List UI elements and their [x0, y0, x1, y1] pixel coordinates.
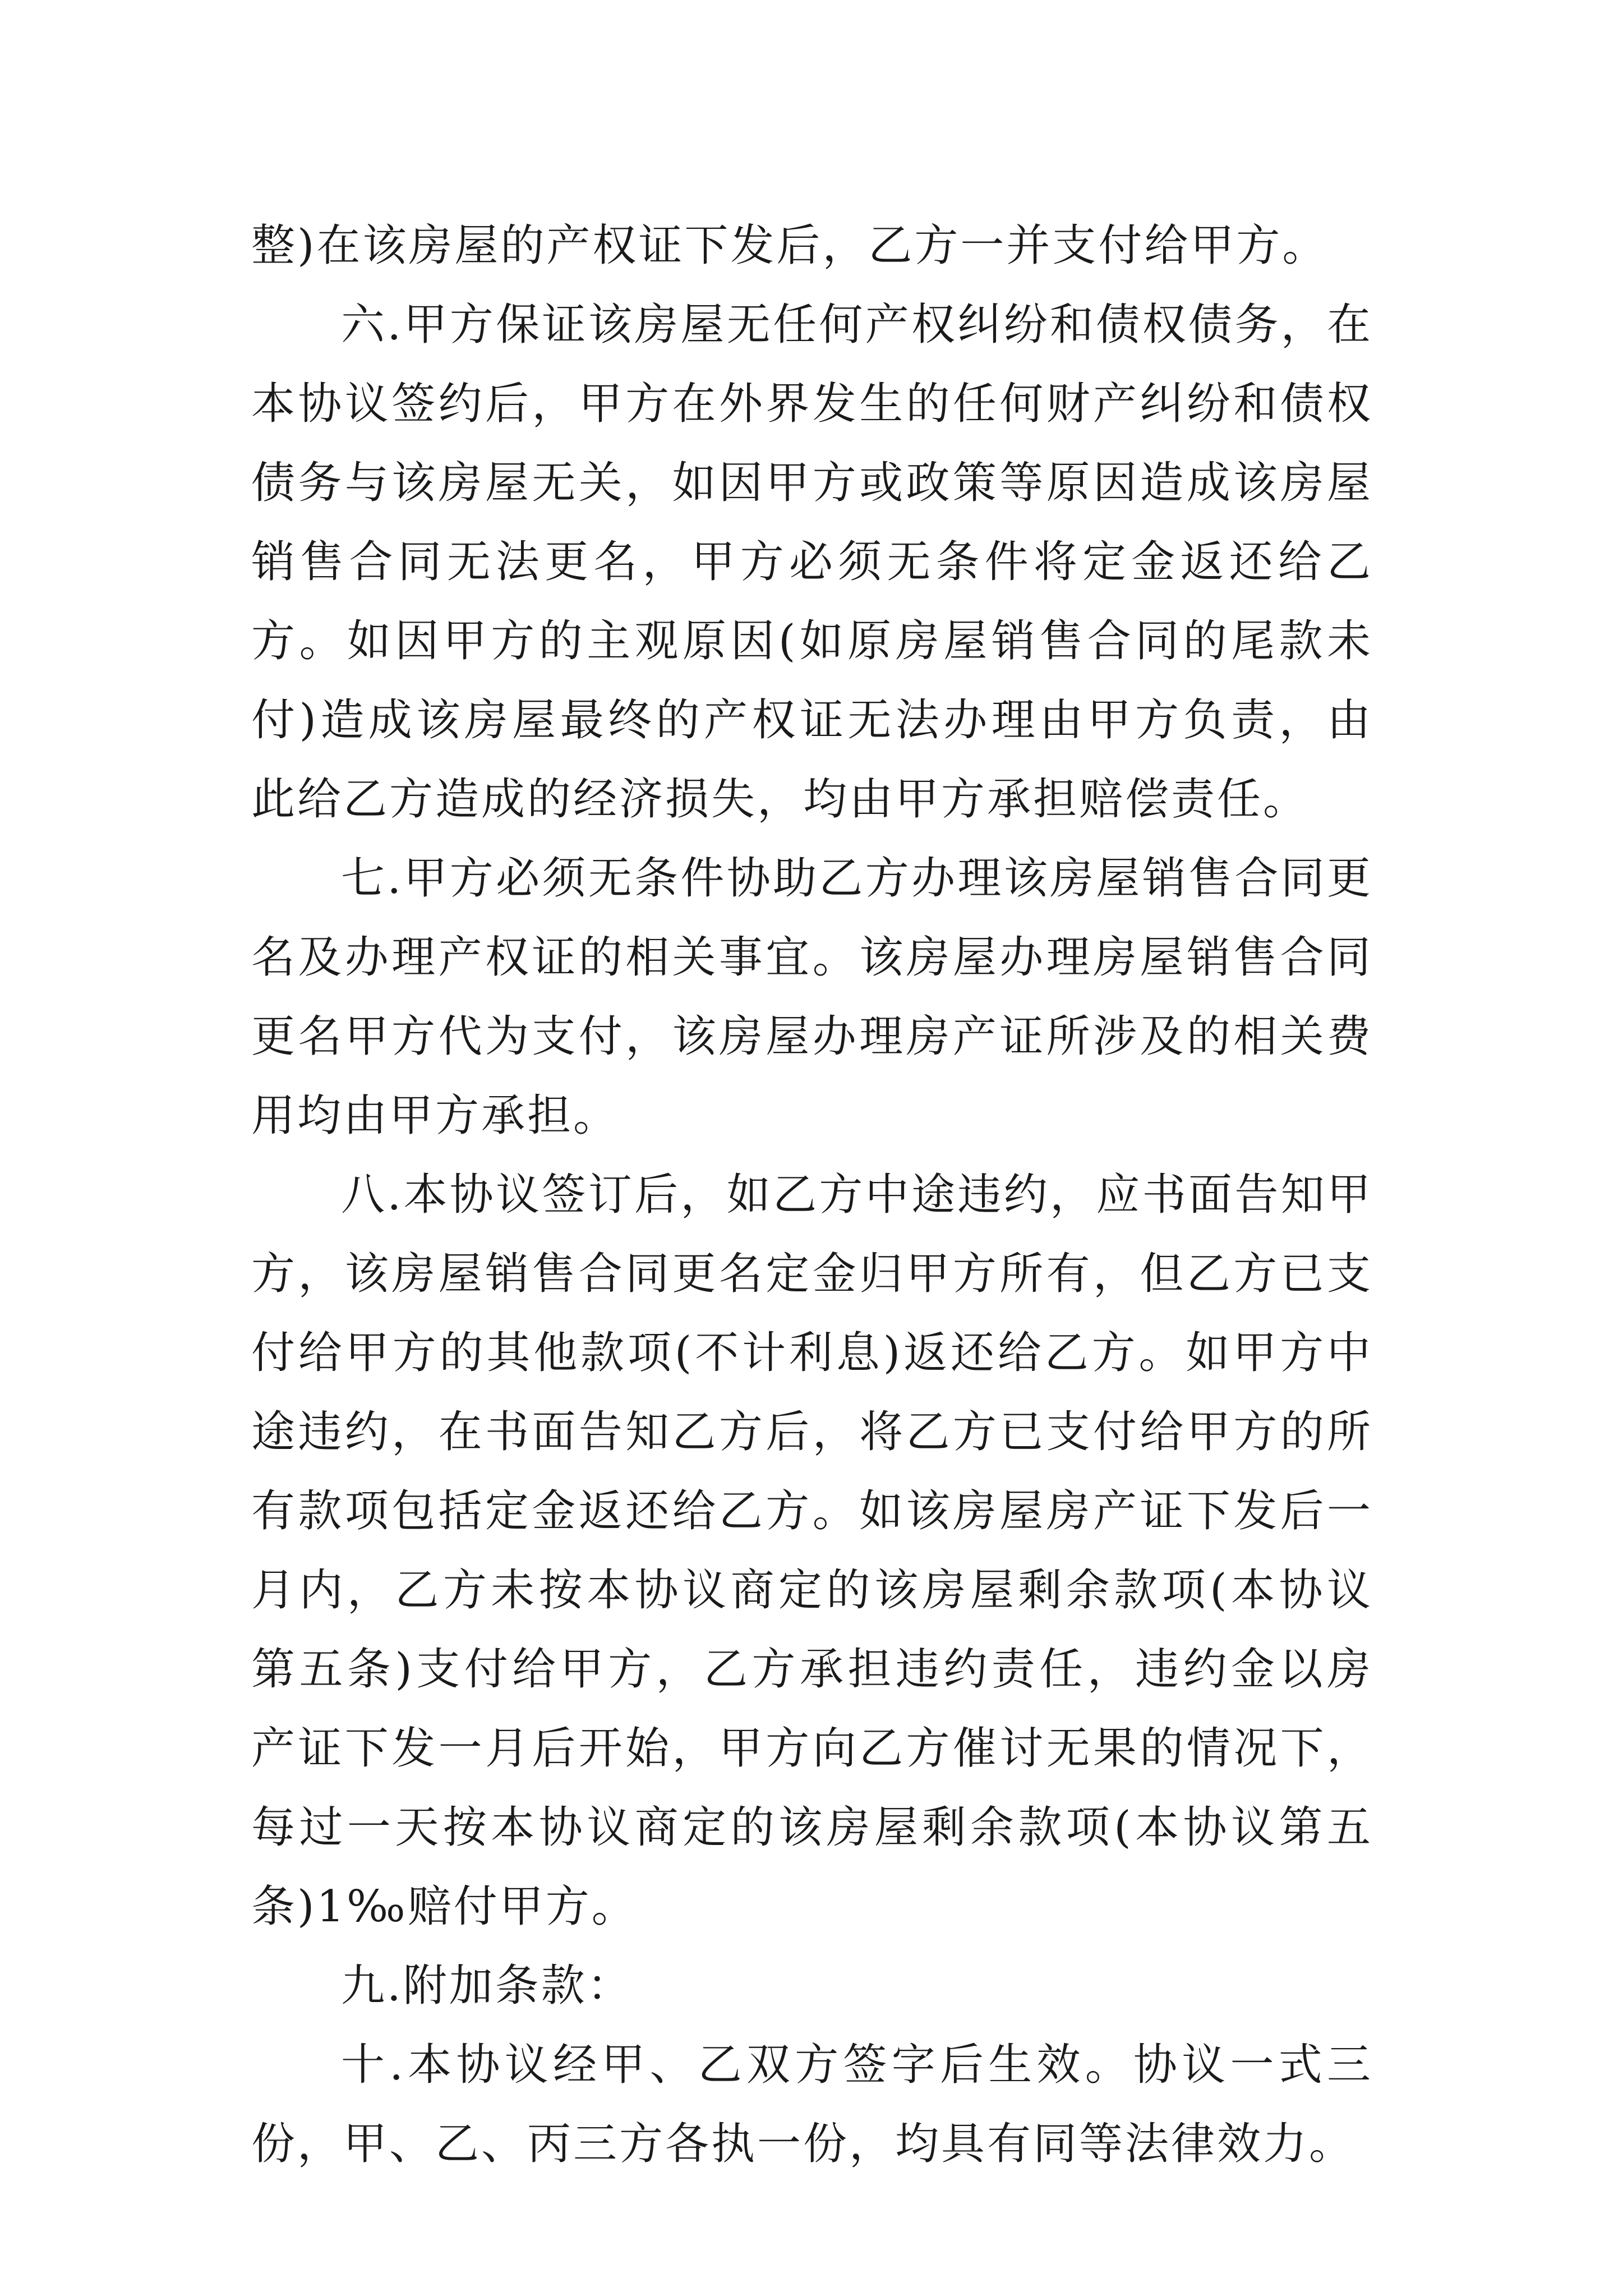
- paragraph-clause-10: 十.本协议经甲、乙双方签字后生效。协议一式三份，甲、乙、丙三方各执一份，均具有同等法律效力。: [251, 2040, 1373, 2169]
- paragraph-clause-7: 七.甲方必须无条件协助乙方办理该房屋销售合同更名及办理产权证的相关事宜。该房屋办理房屋销售合同更名甲方代为支付，该房屋办理房产证所涉及的相关费用均由甲方承担。: [251, 853, 1373, 1141]
- paragraph-clause-9: 九.附加条款：: [341, 1961, 633, 2011]
- paragraph-continuation: 整)在该房屋的产权证下发后，乙方一并支付给甲方。: [251, 220, 1329, 271]
- paragraph-clause-6: 六.甲方保证该房屋无任何产权纠纷和债权债务，在本协议签约后，甲方在外界发生的任何财产纠纷和债权债务与该房屋无关，如因甲方或政策等原因造成该房屋销售合同无法更名，甲方必须无条件将定金返还给乙方。如因甲方的主观原因(如原房屋销售合同的尾款未付)造成该房屋最终的产权证无法办理由甲方负责，由此给乙方造成的经济损失，均由甲方承担赔偿责任。: [251, 300, 1373, 825]
- paragraph-clause-8: 八.本协议签订后，如乙方中途违约，应书面告知甲方，该房屋销售合同更名定金归甲方所有，但乙方已支付给甲方的其他款项(不计利息)返还给乙方。如甲方中途违约，在书面告知乙方后，将乙方已支付给甲方的所有款项包括定金返还给乙方。如该房屋房产证下发后一月内，乙方未按本协议商定的该房屋剩余款项(本协议第五条)支付给甲方，乙方承担违约责任，违约金以房产证下发一月后开始，甲方向乙方催讨无果的情况下，每过一天按本协议商定的该房屋剩余款项(本协议第五条)1‰赔付甲方。: [251, 1170, 1373, 1932]
- document-body: [251, 206, 1373, 2184]
